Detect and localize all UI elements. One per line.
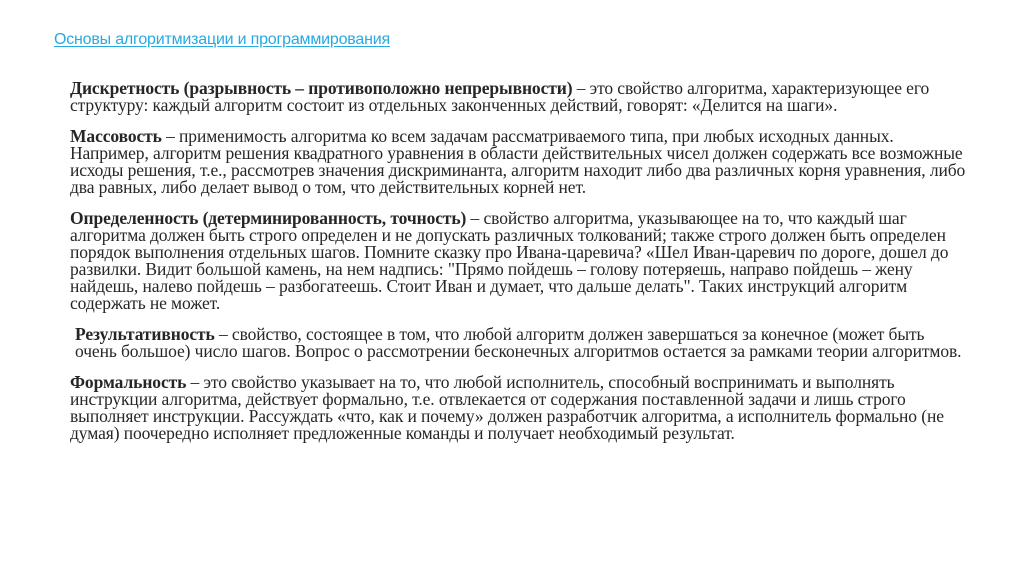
term-definiteness: Определенность (детерминированность, точность) [70, 208, 467, 228]
definition-discreteness: – это свойство алгоритма, характеризующее его структуру: каждый алгоритм состоит из отдельных законченных действий, говорят: «Делится на шаги». [70, 78, 930, 115]
term-formality: Формальность [70, 372, 187, 392]
paragraph-formality [70, 374, 970, 442]
paragraph-discreteness [70, 80, 970, 114]
slide-body [70, 80, 970, 456]
paragraph-definiteness [70, 210, 970, 312]
definition-effectiveness: – свойство, состоящее в том, что любой алгоритм должен завершаться за конечное (может быть очень большое) число шагов. Вопрос о рассмотрении бесконечных алгоритмов остается за рамками теории алгоритмов. [75, 324, 962, 361]
term-mass-character: Массовость [70, 126, 162, 146]
definition-definiteness: – свойство алгоритма, указывающее на то, что каждый шаг алгоритма должен быть строго определен и не допускать различных толкований; также строго должен быть определен порядок выполнения отдельных шагов. Помните сказку про Ивана-царевича? «Шел Иван-царевич по дороге, дошел до развилки. Видит большой камень, на нем надпись: "Прямо пойдешь – голову потеряешь, направо пойдешь – жену найдешь, налево пойдешь – разбогатеешь. Стоит Иван и думает, что дальше делать". Таких инструкций алгоритм содержать не может. [70, 208, 949, 313]
paragraph-mass-character [70, 128, 970, 196]
term-discreteness: Дискретность (разрывность – противоположно непрерывности) [70, 78, 573, 98]
definition-formality: – это свойство указывает на то, что любой исполнитель, способный воспринимать и выполнять инструкции алгоритма, действует формально, т.е. отвлекается от содержания поставленной задачи и лишь строго выполняет инструкции. Рассуждать «что, как и почему» должен разработчик алгоритма, а исполнитель формально (не думая) поочередно исполняет предложенные команды и получает необходимый результат. [70, 372, 944, 443]
paragraph-effectiveness [70, 326, 970, 360]
definition-mass-character: – применимость алгоритма ко всем задачам рассматриваемого типа, при любых исходных данных. Например, алгоритм решения квадратного уравнения в области действительных чисел должен содержать все возможные исходы решения, т.е., рассмотрев значения дискриминанта, алгоритм находит либо два различных корня уравнения, либо два равных, либо делает вывод о том, что действительных корней нет. [70, 126, 966, 197]
term-effectiveness: Результативность [75, 324, 215, 344]
slide-title: Основы алгоритмизации и программирования [54, 31, 390, 48]
